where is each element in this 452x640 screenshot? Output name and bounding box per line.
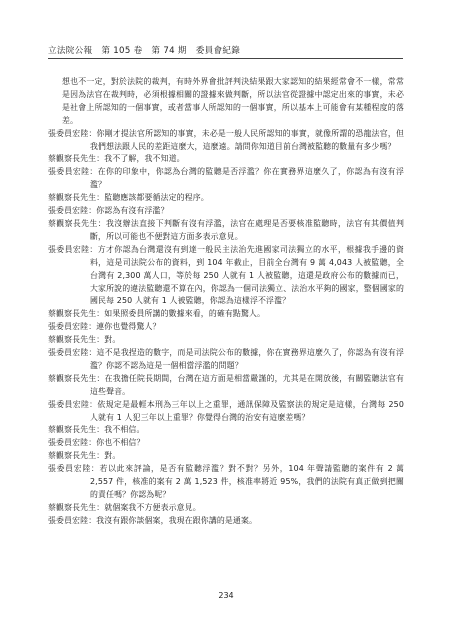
paragraph: 想也不一定，對於法院的裁判，有時外界會批評判決結果跟大家認知的結果經常會不一樣，常常是因為法官在裁判時，必須根據相關的證據來做判斷，所以法官從證據中認定出來的事實，未必是社會上所認知的一個事實，或者當事人所認知的一個事實，所以基本上可能會有某種程度的落差。	[62, 77, 404, 125]
paragraph: 張委員宏陸：你剛才提法官所認知的事實，未必是一般人民所認知的事實，就像所謂的恐龍法官，但我們想法跟人民的差距這麼大，這麼遠。請問你知道目前台灣被監聽的數量有多少嗎？	[48, 128, 404, 151]
paragraph: 蔡觀察長先生：對。	[48, 451, 121, 461]
paragraph: 張委員宏陸：我沒有跟你談個案，我現在跟你講的是通案。	[48, 515, 258, 525]
paragraph: 蔡觀察長先生：就個案我不方便表示意見。	[48, 502, 201, 512]
paragraph: 張委員宏陸：方才你認為台灣還沒有到達一般民主法治先進國家司法獨立的水平，根據我手邊的資料，這是司法院公布的資料，到 104 年截止，目前全台灣有 9 萬 4,043 人被監聽，全台灣有 2,300 萬人口，等於每 250 人就有 1 人被監聽，這還是政府公布的數據而已，大家所說的違法監聽還不算在內，你認為一個司法獨立、法治水平夠的國家，整個國家的國民每 250 人就有 1 人被監聽，你認為這樣浮不浮濫？	[48, 244, 404, 306]
header-divider	[48, 58, 403, 59]
paragraph: 蔡觀察長先生：我不相信。	[48, 425, 145, 435]
paragraph: 蔡觀察長先生：對。	[48, 335, 121, 345]
paragraph: 蔡觀察長先生：監聽應該都要循法定的程序。	[48, 193, 209, 203]
document-body	[48, 76, 404, 528]
paragraph: 張委員宏陸：這不是我捏造的數字，而是司法院公布的數據，你在實務界這麼久了，你認為有沒有浮濫？你認不認為這是一個相當浮濫的問題？	[48, 348, 404, 370]
paragraph: 張委員宏陸：連你也覺得驚人？	[48, 322, 161, 332]
paragraph: 蔡觀察長先生：我沒辦法直接下判斷有沒有浮濫，法官在處理是否要核准監聽時，法官有其價值判斷，所以可能也不便對這方面多表示意見。	[48, 218, 404, 241]
paragraph: 張委員宏陸：在你的印象中，你認為台灣的監聽是否浮濫？你在實務界這麼久了，你認為有沒有浮濫？	[48, 167, 404, 190]
paragraph: 張委員宏陸：若以此來評論，是否有監聽浮濫？對不對？另外，104 年聲請監聽的案件有 2 萬 2,557 件，核准的案有 2 萬 1,523 件，核准率將近 95%，我們的法院有真正做到把關的責任嗎？你認為呢？	[48, 464, 404, 499]
page-header: 立法院公報 第 105 卷 第 74 期 委員會紀錄	[48, 46, 241, 56]
page-number: 234	[218, 591, 234, 600]
paragraph: 張委員宏陸：依規定是最輕本刑為三年以上之重罪，通訊保障及監察法的規定是這樣，台灣每 250 人就有 1 人犯三年以上重罪？你覺得台灣的治安有這麼差嗎？	[48, 399, 404, 422]
paragraph: 蔡觀察長先生：我不了解，我不知道。	[48, 154, 185, 164]
paragraph: 張委員宏陸：你認為有沒有浮濫？	[48, 206, 169, 216]
paragraph: 蔡觀察長先生：如果照委員所講的數據來看，的確有點驚人。	[48, 309, 266, 319]
paragraph: 蔡觀察長先生：在我擔任院長期間，台灣在這方面是相當嚴謹的，尤其是在開放後，有關監聽法官有這些聲音。	[48, 373, 404, 396]
paragraph: 張委員宏陸：你也不相信？	[48, 438, 145, 448]
